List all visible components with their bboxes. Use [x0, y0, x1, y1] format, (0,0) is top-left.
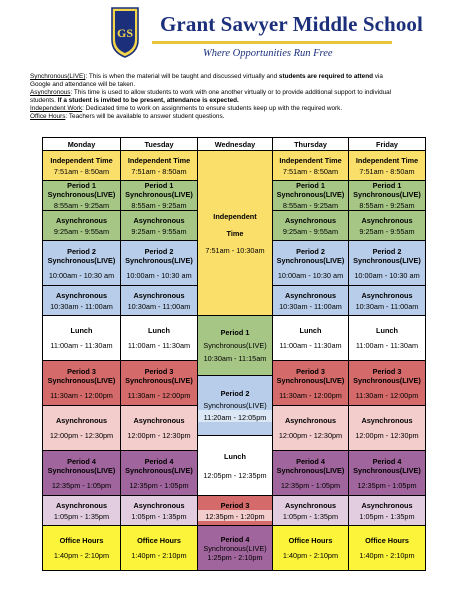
friday-block-time: 7:51am - 8:50am	[359, 166, 415, 176]
wed-period1-time: 10:30am - 11:15am	[203, 354, 267, 363]
monday-block-content	[43, 416, 120, 440]
office-hours-text: : Teachers will be available to answer student questions.	[65, 113, 225, 120]
monday-block-time: 12:00pm - 12:30pm	[49, 431, 114, 440]
thursday-block-content	[273, 291, 348, 311]
thursday-block-sub: Synchronous(LIVE)	[276, 465, 345, 475]
friday-block-time: 9:25am - 9:55am	[359, 226, 415, 236]
tuesday-block-title: Period 4	[144, 456, 174, 466]
thursday-block-time: 1:05pm - 1:35pm	[282, 511, 339, 521]
tuesday-block-content	[121, 326, 197, 350]
friday-block	[349, 451, 426, 496]
monday-block-time: 8:55am - 9:25am	[53, 201, 110, 210]
page-header	[0, 0, 474, 75]
friday-block-title: Lunch	[376, 326, 398, 335]
thursday-block-content	[273, 501, 348, 521]
wednesday-block	[198, 436, 273, 496]
tuesday-block-sub: Synchronous(LIVE)	[125, 465, 193, 475]
monday-block-title: Independent Time	[50, 155, 113, 165]
monday-block-title: Office Hours	[59, 536, 104, 545]
tuesday-block-time: 10:30am - 11:00am	[127, 301, 191, 311]
friday-block-title: Independent Time	[355, 155, 419, 165]
tuesday-block	[121, 241, 198, 286]
wednesday-block-content	[198, 389, 272, 422]
friday-block-content	[349, 156, 425, 176]
thursday-block-time: 10:00am - 10:30 am	[277, 270, 344, 280]
independent-term: Independent Work	[30, 105, 83, 112]
tuesday-block-title: Asynchronous	[133, 416, 185, 425]
tuesday-block-content	[121, 247, 197, 280]
thursday-block-time: 11:30am - 12:00pm	[279, 390, 342, 400]
header-divider	[152, 41, 392, 44]
schedule-row	[43, 496, 426, 511]
friday-block-sub: Synchronous(LIVE)	[353, 465, 421, 475]
wed-period1-sub: Synchronous(LIVE)	[203, 341, 267, 350]
friday-block-content	[349, 416, 425, 440]
friday-block-time: 1:05pm - 1:35pm	[359, 511, 415, 521]
monday-block-content	[43, 457, 120, 490]
thursday-block-title: Period 1	[296, 181, 325, 190]
friday-block	[349, 361, 426, 406]
monday-block-content	[43, 501, 120, 521]
day-header-friday: Friday	[349, 138, 426, 151]
monday-block-time: 10:30am - 11:00am	[50, 301, 113, 311]
friday-block-content	[349, 291, 425, 311]
wed-lunch-title: Lunch	[224, 451, 246, 461]
wed-period1-title: Period 1	[220, 328, 250, 337]
wednesday-block	[198, 526, 273, 571]
thursday-block	[273, 316, 349, 361]
tuesday-block	[121, 181, 198, 211]
thursday-block-content	[273, 216, 348, 236]
tuesday-block-title: Asynchronous	[133, 290, 185, 300]
wednesday-block	[198, 376, 273, 436]
monday-block-content	[43, 291, 120, 311]
tuesday-block-title: Lunch	[148, 326, 170, 335]
monday-block	[43, 211, 121, 241]
thursday-block-content	[273, 367, 348, 400]
monday-block-title: Period 2	[67, 246, 96, 256]
thursday-block-content	[273, 181, 348, 210]
school-tagline: Where Opportunities Run Free	[203, 48, 333, 59]
tuesday-block-time: 12:00pm - 12:30pm	[127, 431, 191, 440]
tuesday-block-time: 10:00am - 10:30 am	[126, 270, 192, 280]
wed-lunch-time: 12:05pm - 12:35pm	[203, 470, 267, 480]
thursday-block-title: Asynchronous	[284, 215, 337, 225]
wed-period4-title: Period 4	[220, 534, 250, 544]
tuesday-block-content	[121, 367, 197, 400]
wednesday-block	[198, 151, 273, 316]
tuesday-block-title: Asynchronous	[133, 215, 185, 225]
thursday-block-content	[273, 247, 348, 280]
tuesday-block	[121, 406, 198, 451]
thursday-block-time: 12:00pm - 12:30pm	[278, 431, 343, 440]
thursday-block-title: Period 2	[296, 246, 325, 256]
friday-block-time: 8:55am - 9:25am	[359, 201, 415, 210]
synchronous-text-end: via	[373, 73, 383, 80]
friday-block	[349, 181, 426, 211]
wed-period3-time: 12:35pm - 1:20pm	[198, 510, 272, 521]
wednesday-block-content	[198, 328, 272, 363]
wednesday-block-content	[198, 212, 272, 255]
monday-block-sub: Synchronous(LIVE)	[47, 255, 116, 265]
friday-block-content	[349, 181, 425, 210]
friday-block-time: 10:00am - 10:30 am	[354, 270, 420, 280]
monday-block-sub: Synchronous(LIVE)	[47, 190, 116, 199]
monday-block-title: Asynchronous	[55, 500, 108, 510]
thursday-block	[273, 526, 349, 571]
tuesday-block	[121, 361, 198, 406]
thursday-block	[273, 286, 349, 316]
wed-period2-sub: Synchronous(LIVE)	[203, 401, 267, 410]
monday-block-content	[43, 216, 120, 236]
monday-block-title: Period 4	[67, 456, 96, 466]
friday-block-content	[349, 501, 425, 521]
monday-block	[43, 451, 121, 496]
wed-independent-time: 7:51am - 10:30am	[205, 245, 265, 255]
wednesday-block-content	[198, 501, 272, 521]
friday-block-time: 12:35pm - 1:05pm	[357, 480, 417, 490]
monday-block	[43, 406, 121, 451]
tuesday-block	[121, 211, 198, 241]
wed-period3-title: Period 3	[220, 500, 250, 510]
office-hours-term: Office Hours	[30, 113, 66, 120]
tuesday-block	[121, 286, 198, 316]
thursday-block-title: Independent Time	[279, 155, 342, 165]
tuesday-block-time: 1:05pm - 1:35pm	[131, 511, 187, 521]
thursday-block-title: Asynchronous	[284, 290, 337, 300]
tuesday-block	[121, 151, 198, 181]
wednesday-block	[198, 316, 273, 376]
friday-block-sub: Synchronous(LIVE)	[353, 375, 421, 385]
wed-period2-time: 11:20am - 12:05pm	[198, 410, 272, 422]
monday-block	[43, 496, 121, 526]
friday-block	[349, 316, 426, 361]
monday-block	[43, 286, 121, 316]
tuesday-block-title: Independent Time	[127, 155, 191, 165]
asynchronous-text-2: students.	[30, 97, 58, 104]
tuesday-block-content	[121, 156, 197, 176]
thursday-block	[273, 361, 349, 406]
tuesday-block-time: 11:30am - 12:00pm	[127, 390, 191, 400]
friday-block-title: Asynchronous	[361, 290, 413, 300]
thursday-block-time: 12:35pm - 1:05pm	[280, 480, 341, 490]
tuesday-block-sub: Synchronous(LIVE)	[125, 190, 193, 199]
monday-block	[43, 241, 121, 286]
friday-block-time: 12:00pm - 12:30pm	[355, 431, 419, 440]
tuesday-block-content	[121, 501, 197, 521]
schedule-header-row	[43, 138, 426, 151]
friday-block-title: Asynchronous	[361, 416, 413, 425]
thursday-block-time: 9:25am - 9:55am	[282, 226, 339, 236]
tuesday-block	[121, 451, 198, 496]
tuesday-block-time: 12:35pm - 1:05pm	[129, 480, 189, 490]
thursday-block-time: 7:51am - 8:50am	[282, 166, 339, 176]
thursday-block-content	[273, 416, 348, 440]
tuesday-block-title: Period 1	[144, 181, 174, 190]
monday-block-time: 12:35pm - 1:05pm	[51, 480, 112, 490]
friday-block-title: Period 4	[372, 456, 402, 466]
monday-block-time: 1:05pm - 1:35pm	[53, 511, 110, 521]
day-header-monday: Monday	[43, 138, 121, 151]
thursday-block	[273, 151, 349, 181]
day-header-wednesday: Wednesday	[198, 138, 273, 151]
thursday-block	[273, 451, 349, 496]
schedule-table	[42, 137, 426, 571]
friday-block-sub: Synchronous(LIVE)	[353, 255, 421, 265]
synchronous-term: Synchronous(LIVE)	[30, 73, 86, 80]
crest-letters: GS	[116, 26, 134, 40]
friday-block-title: Period 3	[372, 366, 402, 376]
schedule-row	[43, 151, 426, 166]
asynchronous-text: : This time is used to allow students to work with one another virtually or to provide additional support to individual	[70, 89, 392, 96]
schedule-row	[43, 316, 426, 331]
monday-block-title: Asynchronous	[55, 416, 108, 425]
thursday-block-sub: Synchronous(LIVE)	[276, 190, 345, 199]
tuesday-block-title: Period 2	[144, 246, 174, 256]
tuesday-block-time: 9:25am - 9:55am	[131, 226, 187, 236]
friday-block	[349, 241, 426, 286]
monday-block-title: Lunch	[70, 326, 93, 335]
tuesday-block	[121, 526, 198, 571]
definition-independent	[30, 105, 450, 113]
monday-block-title: Asynchronous	[55, 215, 108, 225]
definition-office-hours	[30, 113, 450, 121]
friday-block	[349, 286, 426, 316]
friday-block-time: 11:30am - 12:00pm	[355, 390, 419, 400]
tuesday-block-time: 7:51am - 8:50am	[131, 166, 187, 176]
definitions	[30, 73, 450, 121]
friday-block	[349, 496, 426, 526]
friday-block-sub: Synchronous(LIVE)	[353, 190, 421, 199]
thursday-block	[273, 241, 349, 286]
tuesday-block-sub: Synchronous(LIVE)	[125, 375, 193, 385]
friday-block-time: 1:40pm - 2:10pm	[359, 551, 415, 560]
thursday-block-content	[273, 326, 348, 350]
friday-block-title: Office Hours	[365, 536, 409, 545]
friday-block-content	[349, 247, 425, 280]
monday-block-sub: Synchronous(LIVE)	[47, 375, 116, 385]
friday-block-title: Period 1	[372, 181, 402, 190]
wed-period4-sub: Synchronous(LIVE)	[203, 543, 267, 553]
friday-block	[349, 211, 426, 241]
tuesday-block-content	[121, 536, 197, 560]
friday-block-time: 11:00am - 11:30am	[355, 341, 419, 350]
thursday-block-sub: Synchronous(LIVE)	[276, 375, 345, 385]
thursday-block-sub: Synchronous(LIVE)	[276, 255, 345, 265]
tuesday-block-content	[121, 291, 197, 311]
friday-block-time: 10:30am - 11:00am	[355, 301, 419, 311]
thursday-block-title: Asynchronous	[284, 500, 337, 510]
asynchronous-term: Asynchronous	[30, 89, 71, 96]
independent-text: : Dedicated time to work on assignments to ensure students keep up with the required work.	[82, 105, 343, 112]
monday-block	[43, 526, 121, 571]
monday-block	[43, 151, 121, 181]
definition-synchronous-cont: Google and attendance will be taken.	[30, 81, 136, 88]
monday-block-title: Period 1	[67, 181, 96, 190]
monday-block	[43, 361, 121, 406]
monday-block-title: Asynchronous	[55, 290, 108, 300]
synchronous-bold: students are required to attend	[278, 73, 374, 80]
friday-block	[349, 151, 426, 181]
tuesday-block	[121, 496, 198, 526]
monday-block-content	[43, 181, 120, 210]
tuesday-block-sub: Synchronous(LIVE)	[125, 255, 193, 265]
monday-block-time: 11:30am - 12:00pm	[50, 390, 113, 400]
tuesday-block-time: 8:55am - 9:25am	[131, 201, 187, 210]
tuesday-block-title: Period 3	[144, 366, 174, 376]
thursday-block-time: 1:40pm - 2:10pm	[282, 551, 339, 560]
monday-block-content	[43, 326, 120, 350]
friday-block-content	[349, 367, 425, 400]
thursday-block-title: Period 3	[296, 366, 325, 376]
monday-block	[43, 181, 121, 211]
monday-block-content	[43, 367, 120, 400]
school-crest-logo	[111, 6, 139, 58]
wed-period2-title: Period 2	[220, 389, 250, 398]
definition-asynchronous-cont	[30, 97, 450, 105]
day-header-tuesday: Tuesday	[121, 138, 198, 151]
friday-block-content	[349, 326, 425, 350]
thursday-block-time: 10:30am - 11:00am	[279, 301, 342, 311]
tuesday-block-content	[121, 416, 197, 440]
synchronous-text: : This is when the material will be taught and discussed virtually and	[85, 73, 279, 80]
wed-independent-sub: Time	[226, 228, 244, 238]
thursday-block	[273, 496, 349, 526]
tuesday-block-title: Office Hours	[137, 536, 181, 545]
wednesday-block-content	[198, 535, 272, 562]
monday-block-time: 10:00am - 10:30 am	[48, 270, 115, 280]
monday-block	[43, 316, 121, 361]
monday-block-content	[43, 536, 120, 560]
friday-block-content	[349, 457, 425, 490]
monday-block-content	[43, 247, 120, 280]
friday-block-content	[349, 536, 425, 560]
monday-block-time: 9:25am - 9:55am	[53, 226, 110, 236]
monday-block-sub: Synchronous(LIVE)	[47, 465, 116, 475]
school-name: Grant Sawyer Middle School	[160, 12, 423, 36]
thursday-block-time: 8:55am - 9:25am	[282, 201, 339, 210]
thursday-block-title: Office Hours	[288, 536, 333, 545]
thursday-block	[273, 406, 349, 451]
day-header-thursday: Thursday	[273, 138, 349, 151]
monday-block-content	[43, 156, 120, 176]
definition-synchronous	[30, 73, 450, 81]
tuesday-block-title: Asynchronous	[133, 500, 185, 510]
friday-block-title: Asynchronous	[361, 500, 413, 510]
friday-block-title: Asynchronous	[361, 215, 413, 225]
monday-block-title: Period 3	[67, 366, 96, 376]
wednesday-block-content	[198, 452, 272, 480]
thursday-block	[273, 211, 349, 241]
thursday-block-time: 11:00am - 11:30am	[279, 341, 342, 350]
friday-block-content	[349, 216, 425, 236]
thursday-block-title: Lunch	[299, 326, 322, 335]
tuesday-block-content	[121, 457, 197, 490]
wednesday-block	[198, 496, 273, 526]
thursday-block-title: Period 4	[296, 456, 325, 466]
wed-period4-time: 1:25pm - 2:10pm	[207, 552, 263, 562]
monday-block-time: 1:40pm - 2:10pm	[53, 551, 110, 560]
friday-block	[349, 526, 426, 571]
monday-block-time: 7:51am - 8:50am	[53, 166, 110, 176]
friday-block	[349, 406, 426, 451]
thursday-block-content	[273, 536, 348, 560]
tuesday-block	[121, 316, 198, 361]
asynchronous-bold: If a student is invited to be present, attendance is expected.	[57, 97, 239, 104]
tuesday-block-time: 11:00am - 11:30am	[127, 341, 191, 350]
thursday-block	[273, 181, 349, 211]
wed-independent-title: Independent	[213, 211, 257, 221]
thursday-block-content	[273, 457, 348, 490]
friday-block-title: Period 2	[372, 246, 402, 256]
tuesday-block-content	[121, 216, 197, 236]
tuesday-block-time: 1:40pm - 2:10pm	[131, 551, 187, 560]
monday-block-time: 11:00am - 11:30am	[50, 341, 113, 350]
schedule-row	[43, 526, 426, 541]
tuesday-block-content	[121, 181, 197, 210]
thursday-block-title: Asynchronous	[284, 416, 337, 425]
definition-asynchronous	[30, 89, 450, 97]
thursday-block-content	[273, 156, 348, 176]
